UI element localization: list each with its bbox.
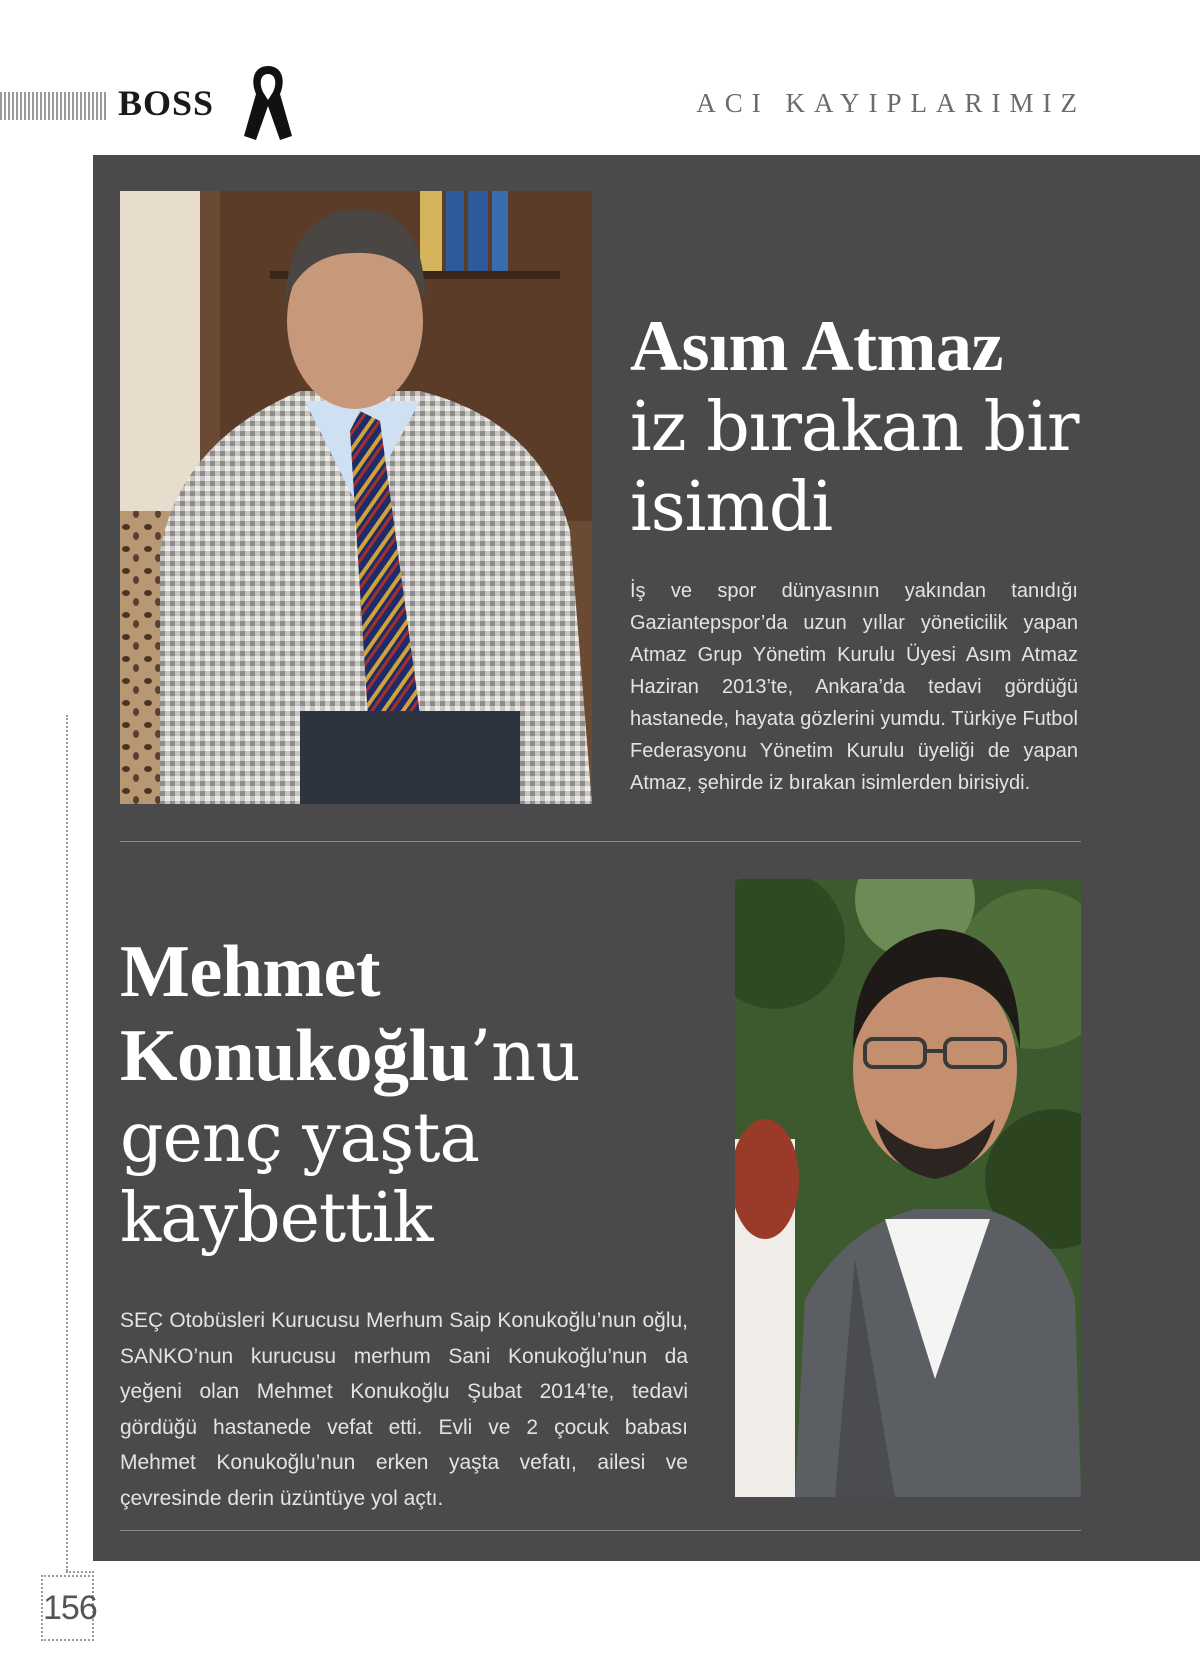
portrait-photo-mehmet-konukoglu — [735, 879, 1081, 1497]
person-name-first: Mehmet — [120, 931, 380, 1013]
person-name-line — [120, 1015, 680, 1097]
content-panel — [93, 155, 1200, 1561]
brand-logo: BOSS — [118, 83, 215, 123]
page-number: 156 — [43, 1589, 97, 1627]
barcode-decoration — [0, 92, 106, 120]
margin-dotted-line — [66, 1571, 94, 1573]
headline-line: isimdi — [630, 468, 833, 547]
headline-asim-atmaz — [630, 306, 1090, 547]
headline-line: genç yaşta — [120, 1099, 479, 1178]
mourning-ribbon-icon — [240, 60, 296, 144]
person-name-last: Konukoğlu — [120, 1015, 470, 1097]
article-body-mehmet-konukoglu: SEÇ Otobüsleri Kurucusu Merhum Saip Konukoğlu’nun oğlu, SANKO’nun kurucusu merhum Sani Konukoğlu’nun da yeğeni olan Mehmet Konukoğlu Şubat 2014’te, tedavi gördüğü hastanede vefat etti. Evli ve 2 çocuk babası Mehmet Konukoğlu’nun erken yaşta vefatı, ailesi ve çevresinde derin üzüntüye yol açtı. — [120, 1309, 688, 1510]
margin-dotted-line — [66, 715, 68, 1571]
divider — [120, 841, 1081, 842]
page-number-box — [41, 1575, 97, 1641]
divider — [120, 1530, 1081, 1531]
person-name: Asım Atmaz — [630, 306, 1003, 386]
name-suffix: ’nu — [469, 1015, 581, 1097]
headline-line: kaybettik — [120, 1179, 433, 1258]
portrait-photo-asim-atmaz — [120, 191, 592, 804]
headline-line: iz bırakan bir — [630, 388, 1079, 467]
headline-mehmet-konukoglu — [120, 931, 680, 1258]
section-title: ACI KAYIPLARIMIZ — [696, 88, 1086, 118]
article-body-asim-atmaz: İş ve spor dünyasının yakından tanıdığı Gaziantepspor’da uzun yıllar yöneticilik yapan Atmaz Grup Yönetim Kurulu Üyesi Asım Atmaz Haziran 2013’te, Ankara’da tedavi gördüğü hastanede, hayata gözlerini yumdu. Türkiye Futbol Federasyonu Yönetim Kurulu üyeliği de yapan Atmaz, şehirde iz bırakan isimlerden birisiydi. — [630, 580, 1078, 794]
